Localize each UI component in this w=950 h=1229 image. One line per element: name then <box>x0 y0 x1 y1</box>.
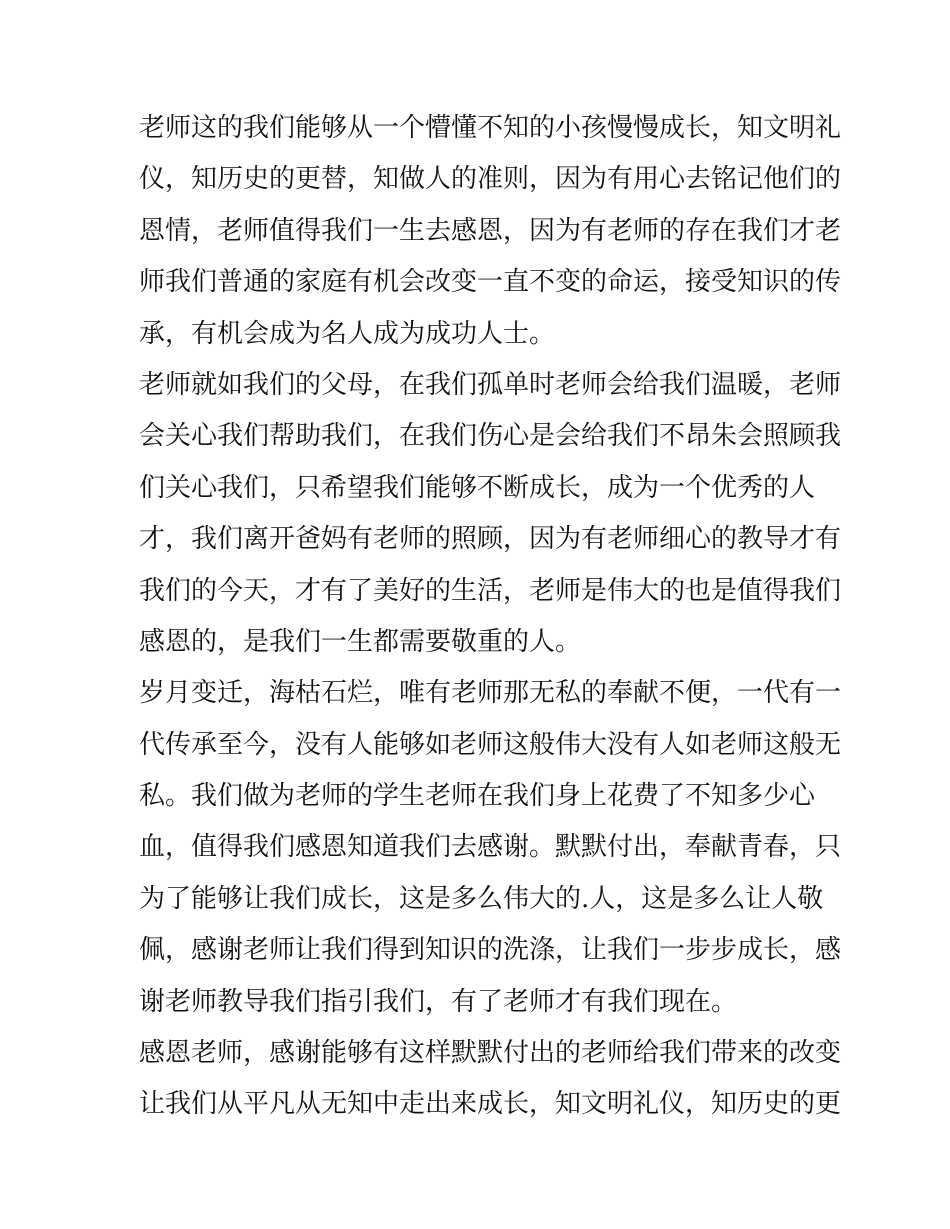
text-line: 感恩的，是我们一生都需要敬重的人。 <box>139 626 582 657</box>
text-line: 承，有机会成为名人成为成功人士。 <box>139 318 556 349</box>
text-line: 恩情，老师值得我们一生去感恩，因为有老师的存在我们才老 <box>139 215 842 246</box>
text-line: 会关心我们帮助我们，在我们伤心是会给我们不昂朱会照顾我 <box>139 421 842 452</box>
text-line: 才，我们离开爸妈有老师的照顾，因为有老师细心的教导才有 <box>139 524 842 555</box>
text-line: 让我们从平凡从无知中走出来成长，知文明礼仪，知历史的更 <box>139 1089 842 1120</box>
text-line: 谢老师教导我们指引我们，有了老师才有我们现在。 <box>139 986 738 1017</box>
text-line: 血，值得我们感恩知道我们去感谢。默默付出，奉献青春，只 <box>139 832 842 863</box>
text-line: 感恩老师，感谢能够有这样默默付出的老师给我们带来的改变 <box>139 1038 842 1069</box>
text-line: 老师这的我们能够从一个懵懂不知的小孩慢慢成长，知文明礼 <box>139 113 842 143</box>
text-line: 老师就如我们的父母，在我们孤单时老师会给我们温暖，老师 <box>139 369 842 400</box>
text-line: 仪，知历史的更替，知做人的准则，因为有用心去铭记他们的 <box>139 164 842 195</box>
text-line: 岁月变迁，海枯石烂，唯有老师那无私的奉献不便，一代有一 <box>139 678 842 709</box>
text-line: 佩，感谢老师让我们得到知识的洗涤，让我们一步步成长，感 <box>139 935 842 966</box>
text-line: 为了能够让我们成长，这是多么伟大的.人，这是多么让人敬 <box>139 883 824 914</box>
text-line: 代传承至今，没有人能够如老师这般伟大没有人如老师这般无 <box>139 729 842 760</box>
text-line: 们关心我们，只希望我们能够不断成长，成为一个优秀的人 <box>139 472 816 503</box>
text-line: 私。我们做为老师的学生老师在我们身上花费了不知多少心 <box>139 781 816 812</box>
body-text <box>139 103 842 1131</box>
text-line: 师我们普通的家庭有机会改变一直不变的命运，接受知识的传 <box>139 267 842 298</box>
text-line: 我们的今天，才有了美好的生活，老师是伟大的也是值得我们 <box>139 575 842 606</box>
